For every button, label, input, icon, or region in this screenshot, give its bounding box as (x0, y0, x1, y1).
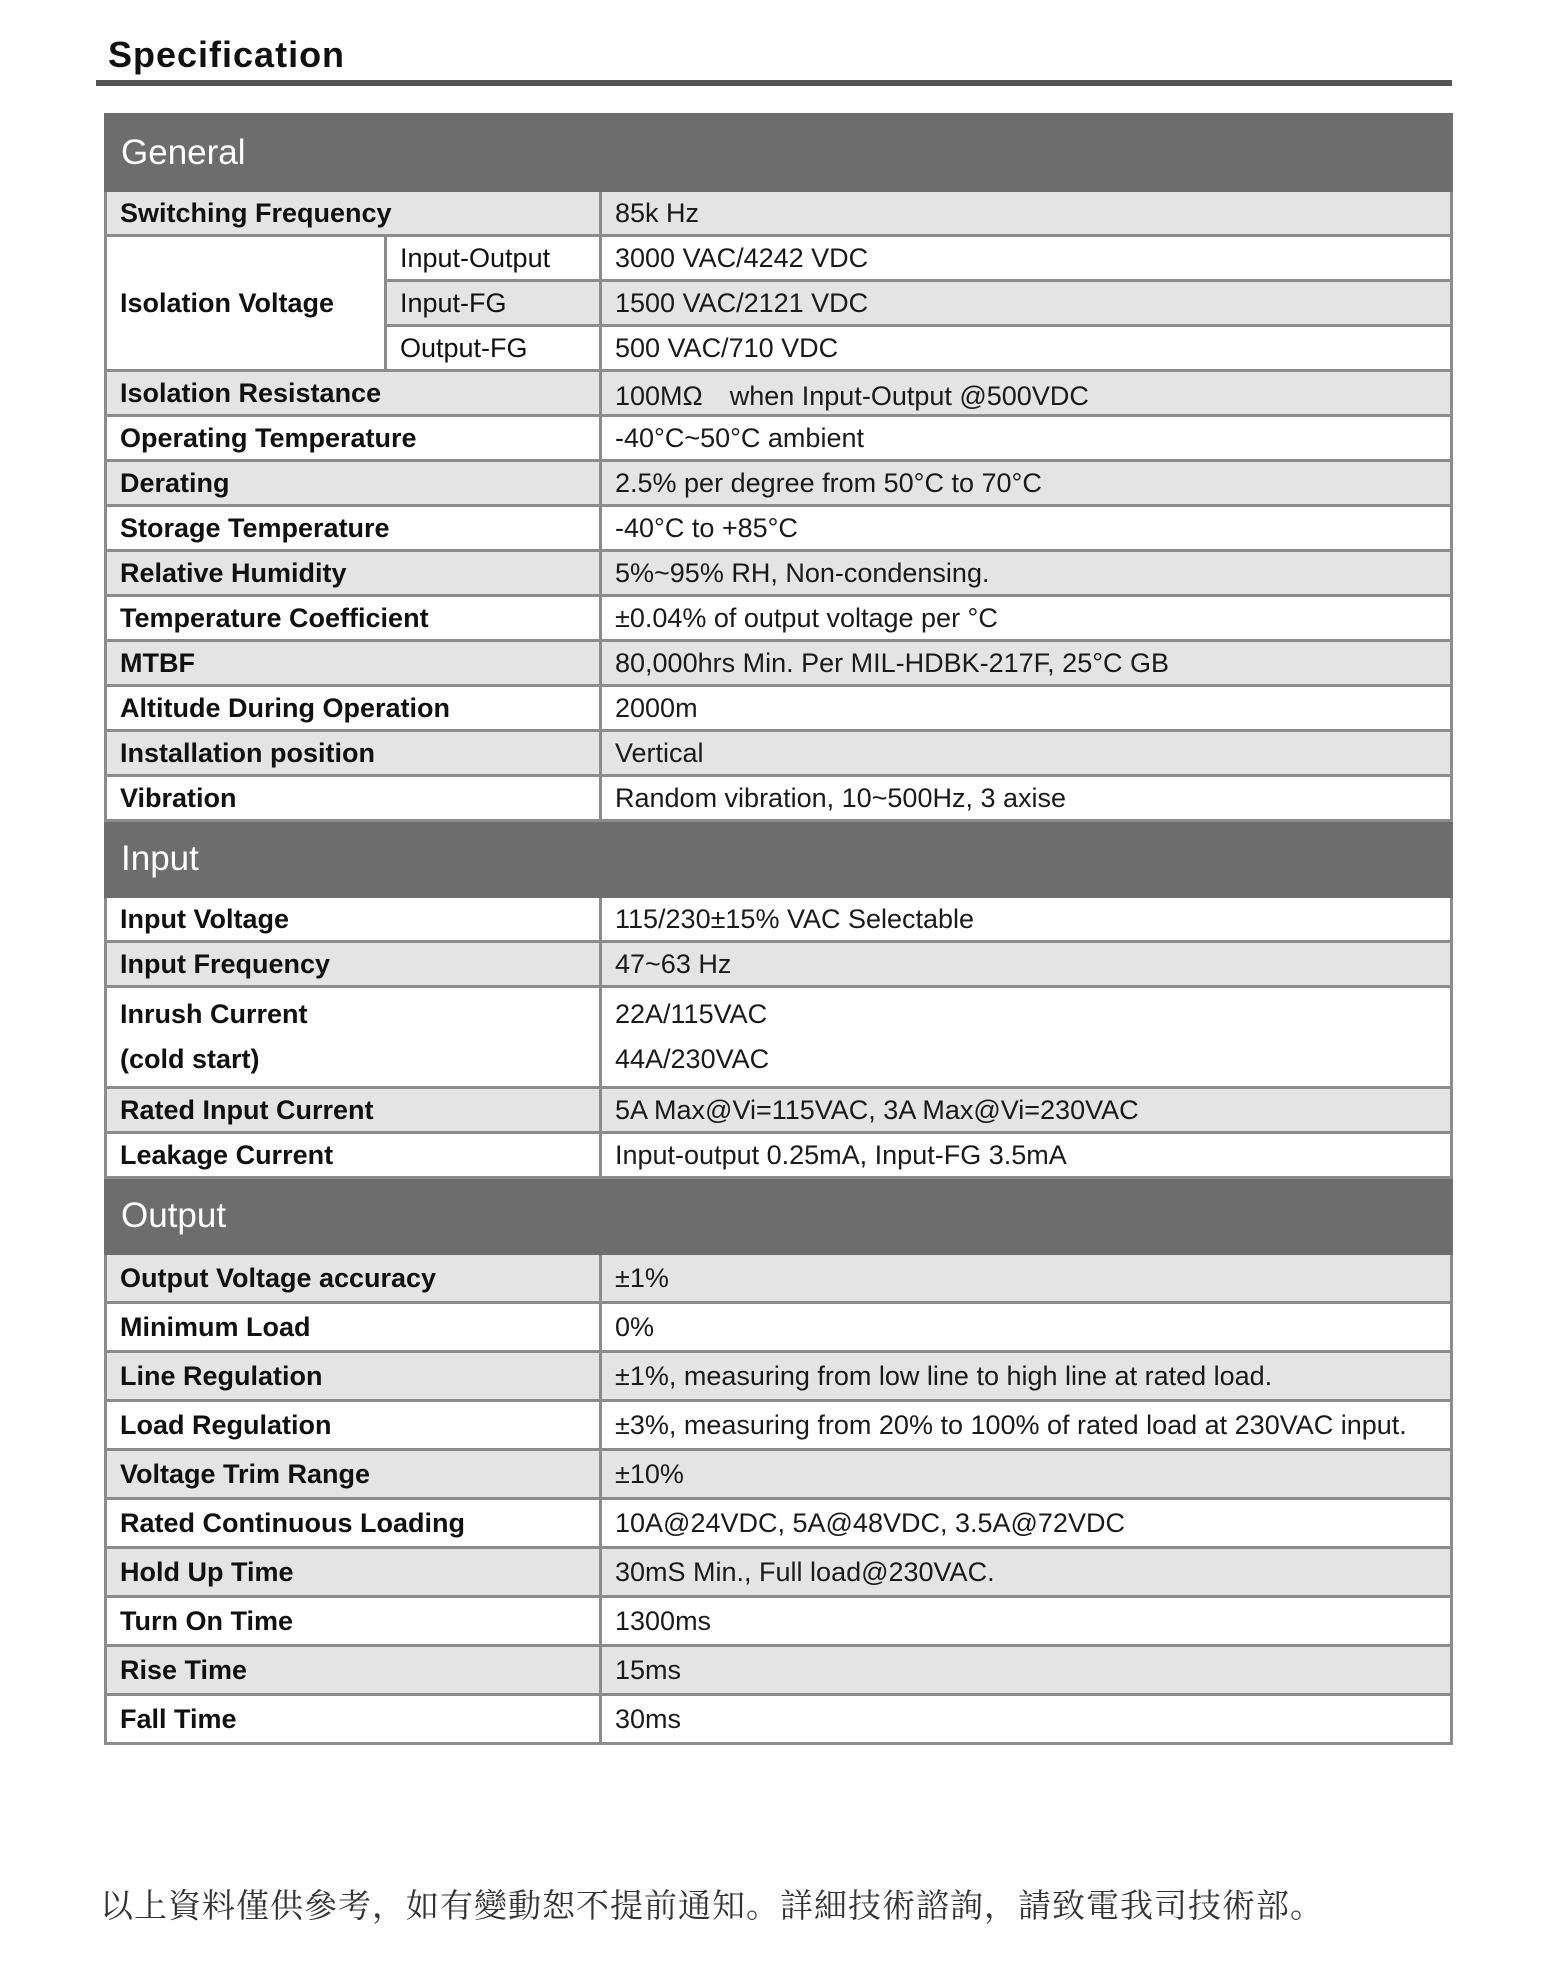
spec-label: Turn On Time (106, 1597, 601, 1646)
table-row (106, 897, 1452, 942)
table-row (106, 1695, 1452, 1744)
page-title: Specification (108, 34, 346, 75)
table-row (106, 1133, 1452, 1178)
spec-label: Derating (106, 461, 601, 506)
spec-label: Voltage Trim Range (106, 1450, 601, 1499)
spec-value: 0% (601, 1303, 1452, 1352)
spec-value: 30ms (601, 1695, 1452, 1744)
spec-label: Input Voltage (106, 897, 601, 942)
table-row (106, 1401, 1452, 1450)
table-row (106, 461, 1452, 506)
spec-label: Isolation Resistance (106, 371, 601, 416)
spec-label: Rated Continuous Loading (106, 1499, 601, 1548)
spec-label: Hold Up Time (106, 1548, 601, 1597)
spec-value: ±1% (601, 1254, 1452, 1303)
table-row (106, 1254, 1452, 1303)
footer-disclaimer: 以上資料僅供參考，如有變動恕不提前通知。詳細技術諮詢，請致電我司技術部。 (100, 1886, 1324, 1925)
spec-value: 47~63 Hz (601, 942, 1452, 987)
title-divider (96, 80, 1452, 86)
table-row (106, 1450, 1452, 1499)
spec-value: 2000m (601, 686, 1452, 731)
table-row (106, 551, 1452, 596)
table-row (106, 686, 1452, 731)
table-row (106, 942, 1452, 987)
spec-label (106, 987, 601, 1088)
spec-value: 5A Max@Vi=115VAC, 3A Max@Vi=230VAC (601, 1088, 1452, 1133)
table-row (106, 596, 1452, 641)
spec-label: Altitude During Operation (106, 686, 601, 731)
spec-value: 1300ms (601, 1597, 1452, 1646)
spec-value: 500 VAC/710 VDC (601, 326, 1452, 371)
spec-label: Output Voltage accuracy (106, 1254, 601, 1303)
table-row (106, 776, 1452, 821)
spec-value: 15ms (601, 1646, 1452, 1695)
section-title: General (106, 115, 1452, 191)
table-row (106, 236, 1452, 281)
table-row (106, 371, 1452, 416)
spec-value: 10A@24VDC, 5A@48VDC, 3.5A@72VDC (601, 1499, 1452, 1548)
table-row (106, 987, 1452, 1088)
spec-label: Isolation Voltage (106, 236, 386, 371)
spec-sublabel: Output-FG (386, 326, 601, 371)
spec-label: MTBF (106, 641, 601, 686)
table-row (106, 416, 1452, 461)
table-row (106, 1088, 1452, 1133)
table-row (106, 1303, 1452, 1352)
spec-value: Random vibration, 10~500Hz, 3 axise (601, 776, 1452, 821)
spec-value: 100MΩ when Input-Output @500VDC (601, 371, 1452, 416)
spec-value: 115/230±15% VAC Selectable (601, 897, 1452, 942)
spec-value: 1500 VAC/2121 VDC (601, 281, 1452, 326)
spec-label: Temperature Coefficient (106, 596, 601, 641)
spec-value: -40°C to +85°C (601, 506, 1452, 551)
spec-label: Rated Input Current (106, 1088, 601, 1133)
section-title: Input (106, 821, 1452, 897)
spec-value: -40°C~50°C ambient (601, 416, 1452, 461)
spec-label: Installation position (106, 731, 601, 776)
spec-value: 80,000hrs Min. Per MIL-HDBK-217F, 25°C GB (601, 641, 1452, 686)
spec-label: Load Regulation (106, 1401, 601, 1450)
table-row (106, 1646, 1452, 1695)
section-title: Output (106, 1178, 1452, 1254)
table-row (106, 641, 1452, 686)
table-row (106, 1352, 1452, 1401)
spec-value-line: 22A/115VAC (615, 999, 768, 1029)
spec-value: ±3%, measuring from 20% to 100% of rated load at 230VAC input. (601, 1401, 1452, 1450)
spec-label: Minimum Load (106, 1303, 601, 1352)
specification-table (104, 113, 1453, 1745)
spec-sublabel: Input-FG (386, 281, 601, 326)
spec-value-line: 44A/230VAC (615, 1044, 770, 1074)
spec-value: 5%~95% RH, Non-condensing. (601, 551, 1452, 596)
spec-sublabel: Input-Output (386, 236, 601, 281)
table-row (106, 1548, 1452, 1597)
table-row (106, 191, 1452, 236)
spec-label: Relative Humidity (106, 551, 601, 596)
spec-value: ±10% (601, 1450, 1452, 1499)
spec-label: Rise Time (106, 1646, 601, 1695)
spec-value: ±1%, measuring from low line to high line at rated load. (601, 1352, 1452, 1401)
spec-value: 3000 VAC/4242 VDC (601, 236, 1452, 281)
spec-value: Vertical (601, 731, 1452, 776)
section-header-general (106, 115, 1452, 191)
spec-value: Input-output 0.25mA, Input-FG 3.5mA (601, 1133, 1452, 1178)
spec-label: Line Regulation (106, 1352, 601, 1401)
spec-value (601, 987, 1452, 1088)
spec-value: 85k Hz (601, 191, 1452, 236)
table-row (106, 731, 1452, 776)
spec-label: Leakage Current (106, 1133, 601, 1178)
spec-label: Operating Temperature (106, 416, 601, 461)
spec-label: Input Frequency (106, 942, 601, 987)
section-header-output (106, 1178, 1452, 1254)
spec-value: 2.5% per degree from 50°C to 70°C (601, 461, 1452, 506)
spec-label: Switching Frequency (106, 191, 601, 236)
table-row (106, 1597, 1452, 1646)
spec-label-line: Inrush Current (120, 999, 308, 1029)
spec-label: Vibration (106, 776, 601, 821)
section-header-input (106, 821, 1452, 897)
table-row (106, 1499, 1452, 1548)
table-row (106, 506, 1452, 551)
spec-label: Storage Temperature (106, 506, 601, 551)
spec-label: Fall Time (106, 1695, 601, 1744)
spec-value: 30mS Min., Full load@230VAC. (601, 1548, 1452, 1597)
spec-label-line: (cold start) (120, 1044, 260, 1074)
spec-value: ±0.04% of output voltage per °C (601, 596, 1452, 641)
